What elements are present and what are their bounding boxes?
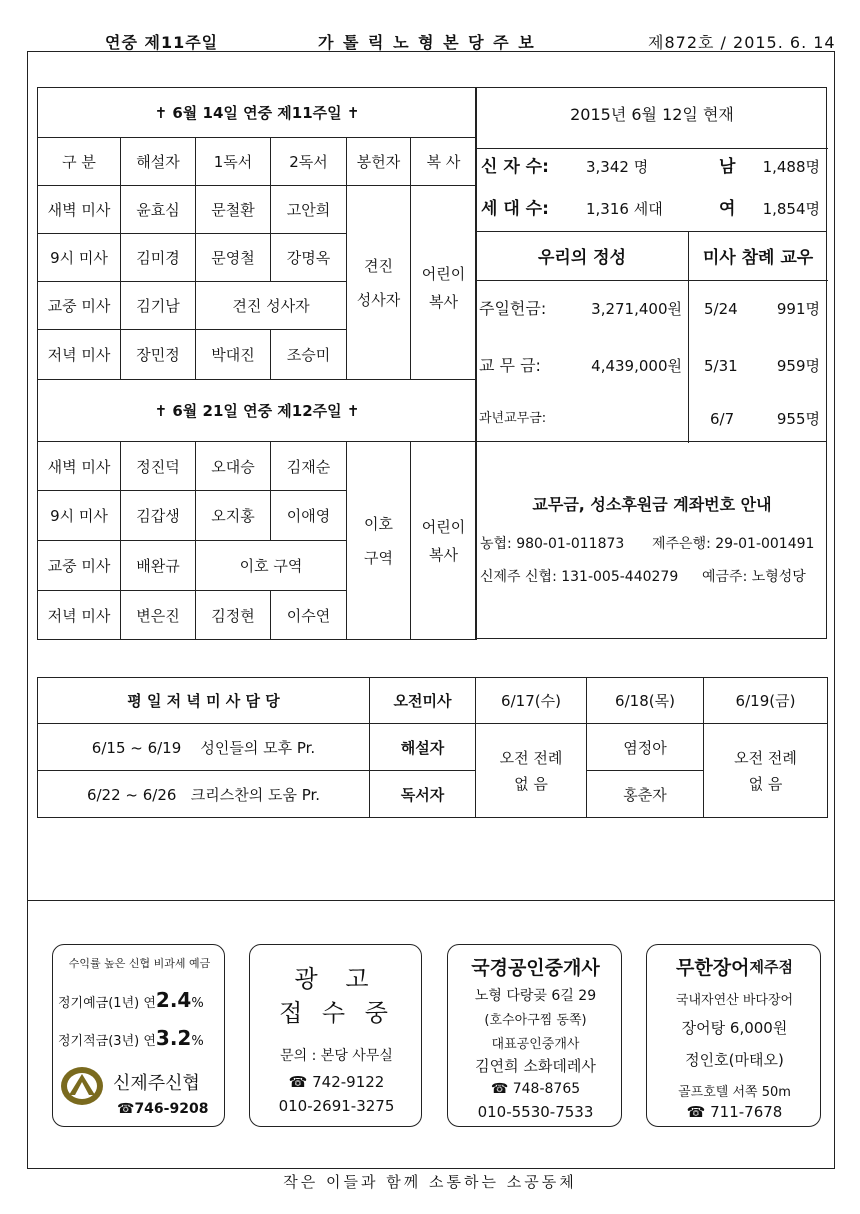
footer-slogan: 작은 이들과 함께 소통하는 소공동체 bbox=[283, 1173, 577, 1191]
account-title: 교무금, 성소후원금 계좌번호 안내 bbox=[532, 494, 772, 514]
weekday-head: 평 일 저 녁 미 사 담 당 bbox=[38, 678, 370, 724]
female-label: 여 bbox=[719, 199, 736, 219]
sunday-offering-amount: 3,271,400원 bbox=[591, 300, 682, 318]
account-nonghyup: 농협: 980-01-011873 bbox=[480, 536, 625, 552]
ad2-contact: 문의 : 본당 사무실 bbox=[280, 1048, 393, 1064]
col-commentator: 해설자 bbox=[121, 138, 196, 186]
ad3-phone1: ☎ 748-8765 bbox=[490, 1081, 581, 1097]
ad4-phone: ☎ 711-7678 bbox=[686, 1103, 783, 1121]
dues-label: 교 무 금: bbox=[479, 356, 541, 375]
ad3-phone2: 010-5530-7533 bbox=[477, 1103, 594, 1121]
week1-row2-reading1: 문영철 bbox=[196, 234, 271, 282]
account-credit-union: 신제주 신협: 131-005-440279 bbox=[480, 569, 679, 585]
week2-row4-reading2: 이수연 bbox=[271, 591, 347, 640]
ad1-name: 신제주신협 bbox=[113, 1073, 200, 1094]
week1-row2-reading2: 강명옥 bbox=[271, 234, 347, 282]
ad4-line4: 골프호텔 서쪽 50m bbox=[678, 1085, 791, 1100]
stats-asof: 2015년 6월 12일 현재 bbox=[570, 104, 734, 124]
ad1-savings: 정기적금(3년) 연3.2% bbox=[58, 1026, 204, 1050]
week1-row3-mass: 교중 미사 bbox=[38, 282, 121, 330]
day-wed: 6/17(수) bbox=[476, 678, 587, 724]
role-commentator: 해설자 bbox=[370, 724, 476, 771]
ad1-deposit: 정기예금(1년) 연2.4% bbox=[58, 988, 204, 1012]
account-jeju-bank: 제주은행: 29-01-001491 bbox=[652, 536, 815, 552]
finance-panel bbox=[475, 231, 827, 442]
week2-row2-mass: 9시 미사 bbox=[38, 491, 121, 541]
week1-row4-reading2: 조승미 bbox=[271, 330, 347, 380]
week1-row1-commentator: 윤효심 bbox=[121, 186, 196, 234]
ad1-top: 수익률 높은 신협 비과세 예금 bbox=[68, 957, 211, 970]
week1-row1-reading2: 고안희 bbox=[271, 186, 347, 234]
issue-week: 연중 제11주일 bbox=[105, 33, 219, 52]
parish-stats-panel bbox=[475, 87, 827, 232]
ad1-phone: ☎746-9208 bbox=[117, 1101, 209, 1117]
fri-note: 오전 전례 없 음 bbox=[704, 724, 828, 818]
attendance-date-2: 5/31 bbox=[704, 357, 738, 375]
role-reader: 독서자 bbox=[370, 771, 476, 818]
col-reading2: 2독서 bbox=[271, 138, 347, 186]
week1-row2-commentator: 김미경 bbox=[121, 234, 196, 282]
week2-row3-mass: 교중 미사 bbox=[38, 541, 121, 591]
week2-row4-reading1: 김정현 bbox=[196, 591, 271, 640]
ad4-line3: 정인호(마태오) bbox=[685, 1051, 784, 1069]
week2-row1-reading2: 김재순 bbox=[271, 442, 347, 491]
sunday-offering-label: 주일헌금: bbox=[479, 299, 547, 318]
ad3-rep: 대표공인중개사 bbox=[491, 1037, 580, 1052]
ad-realty[interactable] bbox=[447, 944, 622, 1127]
attendance-date-3: 6/7 bbox=[710, 410, 735, 428]
week2-row2-reading1: 오지홍 bbox=[196, 491, 271, 541]
ad3-title: 국경공인중개사 bbox=[471, 957, 600, 979]
bulletin-title: 가 톨 릭 노 형 본 당 주 보 bbox=[318, 33, 536, 52]
week2-row1-commentator: 정진덕 bbox=[121, 442, 196, 491]
ads-separator bbox=[27, 900, 835, 902]
week1-row1-reading1: 문철환 bbox=[196, 186, 271, 234]
credit-union-logo-icon bbox=[59, 1065, 105, 1107]
period-1: 6/15 ~ 6/19 성인들의 모후 Pr. bbox=[38, 724, 370, 771]
week2-row3-commentator: 배완규 bbox=[121, 541, 196, 591]
account-holder: 예금주: 노형성당 bbox=[702, 569, 806, 585]
attendance-title: 미사 참례 교우 bbox=[702, 247, 814, 268]
ad2-line1: 광 고 bbox=[294, 965, 379, 993]
attendance-date-1: 5/24 bbox=[704, 300, 738, 318]
believers-label: 신 자 수: bbox=[481, 157, 549, 177]
week2-title: ✝ 6월 21일 연중 제12주일 ✝ bbox=[38, 380, 477, 442]
morning-mass-label: 오전미사 bbox=[370, 678, 476, 724]
ad2-line2: 접 수 중 bbox=[279, 999, 394, 1027]
ad2-phone2: 010-2691-3275 bbox=[278, 1097, 395, 1115]
female-count: 1,854명 bbox=[762, 200, 820, 218]
week1-row3-commentator: 김기남 bbox=[121, 282, 196, 330]
week1-title: ✝ 6월 14일 연중 제11주일 ✝ bbox=[38, 88, 477, 138]
ad-space-available[interactable] bbox=[249, 944, 422, 1127]
account-info-panel bbox=[475, 441, 827, 639]
day-fri: 6/19(금) bbox=[704, 678, 828, 724]
week1-offertory: 견진 성사자 bbox=[347, 186, 411, 380]
col-offertory: 봉헌자 bbox=[347, 138, 411, 186]
dues-amount: 4,439,000원 bbox=[591, 357, 682, 375]
week2-row3-readings: 이호 구역 bbox=[196, 541, 347, 591]
arrears-label: 과년교무금: bbox=[479, 411, 547, 426]
day-thu: 6/18(목) bbox=[587, 678, 704, 724]
male-label: 남 bbox=[719, 157, 736, 177]
ad4-title: 무한장어 제주점 bbox=[676, 957, 793, 979]
week2-row4-mass: 저녁 미사 bbox=[38, 591, 121, 640]
ad-credit-union[interactable] bbox=[52, 944, 225, 1127]
week2-row2-reading2: 이애영 bbox=[271, 491, 347, 541]
ad-eel-restaurant[interactable] bbox=[646, 944, 821, 1127]
week1-row4-commentator: 장민정 bbox=[121, 330, 196, 380]
ad2-phone1: ☎ 742-9122 bbox=[288, 1073, 385, 1091]
col-division: 구 분 bbox=[38, 138, 121, 186]
period-2: 6/22 ~ 6/26 크리스찬의 도움 Pr. bbox=[38, 771, 370, 818]
week2-row1-mass: 새벽 미사 bbox=[38, 442, 121, 491]
weekday-mass-table bbox=[37, 677, 828, 818]
thu-reader: 홍춘자 bbox=[587, 771, 704, 818]
male-count: 1,488명 bbox=[762, 158, 820, 176]
attendance-count-3: 955명 bbox=[776, 410, 820, 428]
ad4-line1: 국내자연산 바다장어 bbox=[675, 993, 794, 1008]
thu-commentator: 염정아 bbox=[587, 724, 704, 771]
col-server: 복 사 bbox=[411, 138, 477, 186]
ad3-addr1: 노형 다랑곶 6길 29 bbox=[474, 988, 597, 1004]
mass-schedule-table bbox=[37, 87, 477, 640]
believers-count: 3,342 명 bbox=[586, 158, 649, 176]
week1-row1-mass: 새벽 미사 bbox=[38, 186, 121, 234]
finance-title: 우리의 정성 bbox=[537, 247, 627, 268]
week2-row1-reading1: 오대승 bbox=[196, 442, 271, 491]
week1-row4-mass: 저녁 미사 bbox=[38, 330, 121, 380]
households-count: 1,316 세대 bbox=[586, 200, 663, 218]
week1-server: 어린이 복사 bbox=[411, 186, 477, 380]
week1-row2-mass: 9시 미사 bbox=[38, 234, 121, 282]
ad4-line2: 장어탕 6,000원 bbox=[681, 1019, 788, 1037]
ad3-name: 김연희 소화데레사 bbox=[475, 1057, 596, 1075]
ad3-addr2: (호수아구찜 동쪽) bbox=[484, 1013, 587, 1028]
week1-row4-reading1: 박대진 bbox=[196, 330, 271, 380]
wed-note: 오전 전례 없 음 bbox=[476, 724, 587, 818]
week2-server: 어린이 복사 bbox=[411, 442, 477, 640]
issue-number-date: 제872호 / 2015. 6. 14 bbox=[648, 33, 836, 52]
week2-row4-commentator: 변은진 bbox=[121, 591, 196, 640]
attendance-count-1: 991명 bbox=[776, 300, 820, 318]
households-label: 세 대 수: bbox=[481, 199, 549, 219]
week2-row2-commentator: 김갑생 bbox=[121, 491, 196, 541]
week1-row3-readings: 견진 성사자 bbox=[196, 282, 347, 330]
col-reading1: 1독서 bbox=[196, 138, 271, 186]
attendance-count-2: 959명 bbox=[776, 357, 820, 375]
week2-offertory: 이호 구역 bbox=[347, 442, 411, 640]
